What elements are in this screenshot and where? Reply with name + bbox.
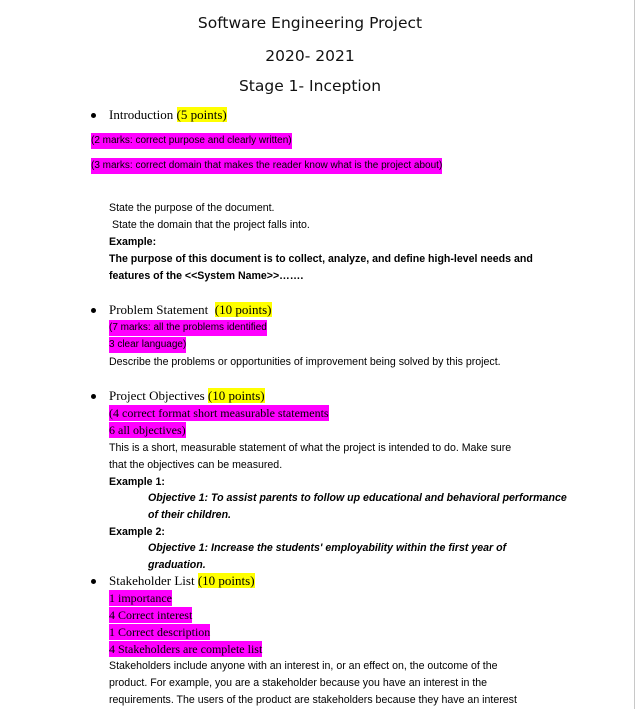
stakeholders-desc-1: Stakeholders include anyone with an interest in, or an effect on, the outcome of the	[109, 660, 498, 672]
document-stage: Stage 1- Inception	[238, 77, 382, 95]
objectives-heading: Project Objectives	[109, 388, 205, 403]
stakeholders-mark-4: 4 Stakeholders are complete list	[109, 642, 263, 656]
intro-example-label: Example:	[109, 236, 157, 248]
intro-example-line-2: features of the <<System Name>>…….	[109, 270, 304, 282]
objectives-desc-1: This is a short, measurable statement of what the project is intended to do. Make sure	[109, 442, 512, 454]
document-year: 2020- 2021	[265, 47, 355, 65]
objectives-points: (10 points)	[207, 388, 265, 403]
objectives-example-1-label: Example 1:	[109, 476, 165, 488]
problem-heading-line	[109, 302, 272, 318]
bullet-icon	[91, 308, 96, 313]
problem-description: Describe the problems or opportunities of improvement being solved by this project.	[109, 356, 501, 368]
problem-mark-2: 3 clear language)	[109, 337, 186, 353]
objectives-example-1-line-1: Objective 1: To assist parents to follow up educational and behavioral performance	[148, 492, 567, 504]
intro-heading-line	[109, 107, 227, 123]
stakeholders-mark-1: 1 importance	[109, 591, 172, 605]
objectives-heading-line	[109, 388, 265, 404]
bullet-icon	[91, 113, 96, 118]
objectives-mark-1: (4 correct format short measurable statements	[109, 406, 329, 420]
intro-points: (5 points)	[176, 107, 227, 122]
objectives-desc-2: that the objectives can be measured.	[109, 459, 283, 471]
stakeholders-points: (10 points)	[197, 573, 255, 588]
document-title: Software Engineering Project	[197, 14, 423, 32]
stakeholders-heading: Stakeholder List	[109, 573, 195, 588]
intro-example-line-1: The purpose of this document is to collect, analyze, and define high-level needs and	[109, 253, 533, 265]
intro-line-1: State the purpose of the document.	[109, 202, 275, 214]
intro-line-2: State the domain that the project falls into.	[112, 219, 310, 231]
intro-heading: Introduction	[109, 107, 174, 122]
bullet-icon	[91, 579, 96, 584]
objectives-mark-2: 6 all objectives)	[109, 423, 186, 437]
stakeholders-desc-2: product. For example, you are a stakeholder because you have an interest in the	[109, 677, 488, 689]
stakeholders-desc-3: requirements. The users of the product are stakeholders because they have an interest	[109, 694, 517, 706]
problem-heading: Problem Statement	[109, 302, 209, 317]
problem-mark-1: (7 marks: all the problems identified	[109, 320, 267, 336]
stakeholders-mark-2: 4 Correct interest	[109, 608, 193, 622]
stakeholders-mark-3: 1 Correct description	[109, 625, 211, 639]
objectives-example-2-label: Example 2:	[109, 526, 165, 538]
objectives-example-2-line-2: graduation.	[148, 559, 206, 571]
intro-mark-2: (3 marks: correct domain that makes the reader know what is the project about)	[91, 158, 442, 174]
objectives-example-2-line-1: Objective 1: Increase the students' employability within the first year of	[148, 542, 507, 554]
objectives-example-1-line-2: of their children.	[148, 509, 231, 521]
intro-mark-1: (2 marks: correct purpose and clearly written)	[91, 133, 292, 149]
bullet-icon	[91, 394, 96, 399]
problem-points: (10 points)	[214, 302, 272, 317]
stakeholders-heading-line	[109, 573, 255, 589]
